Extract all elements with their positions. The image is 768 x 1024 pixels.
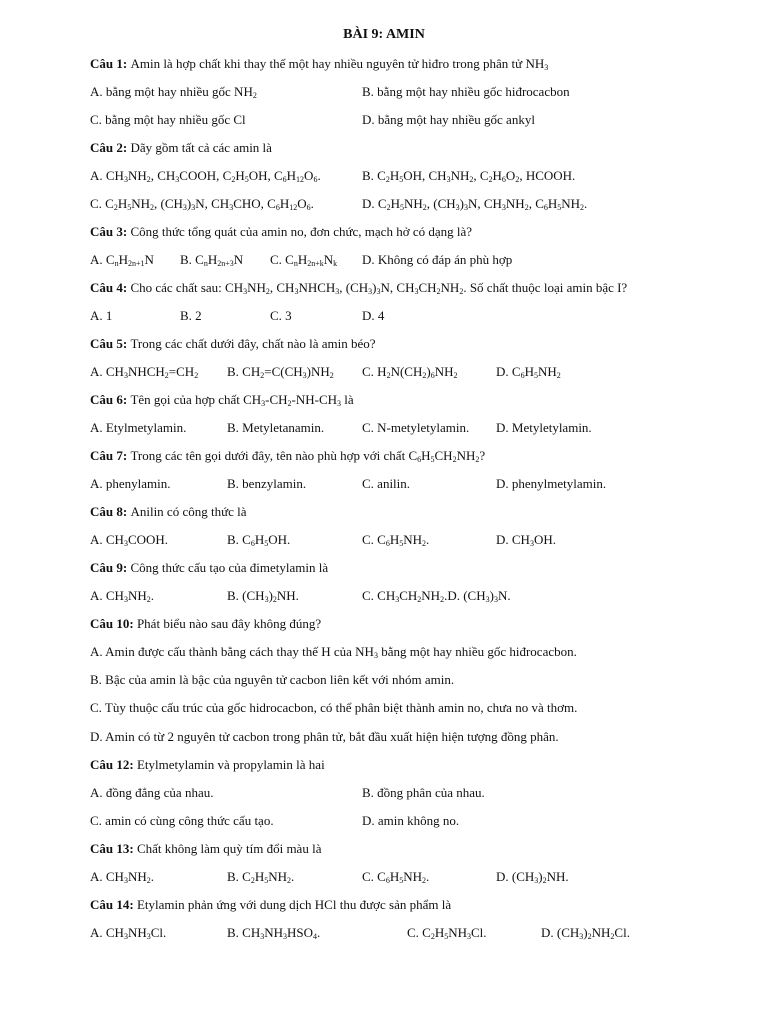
- question-text: Trong các tên gọi dưới đây, tên nào phù hợp với chất $C_6H_5CH_2NH_2$?: [130, 448, 486, 464]
- question-number: Câu 10:: [90, 616, 137, 631]
- answer-option: D. bằng một hay nhiều gốc ankyl: [362, 112, 535, 127]
- answer-option: D. $(CH_3)_2NH$.: [496, 869, 569, 885]
- answer-option: A. 1: [90, 308, 113, 323]
- question-number: Câu 7:: [90, 448, 131, 463]
- question-line: [90, 615, 730, 633]
- answer-option: C. $C_2H_5NH_2$, $(CH_3)_3N$, $CH_3CHO$, $C_6H_{12}O_6$.: [90, 196, 314, 212]
- options-row: [90, 868, 730, 886]
- answer-option: A. $CH_3NH_2$, $CH_3COOH$, $C_2H_5OH$, $C_6H_{12}O_6$.: [90, 168, 321, 184]
- answer-option: B. $(CH_3)_2NH$.: [227, 588, 299, 604]
- question-text: Trong các chất dưới đây, chất nào là amin béo?: [130, 336, 376, 351]
- options-row: [90, 924, 730, 942]
- answer-option: B. 2: [180, 308, 202, 323]
- options-row: [90, 475, 730, 493]
- question-text: Phát biểu nào sau đây không đúng?: [136, 616, 322, 631]
- answer-option: B. benzylamin.: [227, 476, 307, 491]
- answer-option: D. $CH_3OH$.: [496, 532, 556, 548]
- statement-line: A. Amin được cấu thành bằng cách thay thế H của $NH_3$ bằng một hay nhiều gốc hiđrocacbon.: [90, 644, 577, 660]
- answer-option: D. Không có đáp án phù hợp: [362, 252, 513, 267]
- answer-option: B. $C_6H_5OH$.: [227, 532, 291, 548]
- options-row: [90, 83, 730, 101]
- question-line: [90, 447, 730, 465]
- answer-option: C. $C_nH_{2n+k}N_k$: [270, 252, 338, 268]
- answer-option: C. bằng một hay nhiều gốc Cl: [90, 112, 246, 127]
- answer-option: C. N-metyletylamin.: [362, 420, 470, 435]
- answer-option: B. $CH_2=C(CH_3)NH_2$: [227, 364, 334, 380]
- question-line: [90, 840, 730, 858]
- question-text: Chất không làm quỳ tím đổi màu là: [136, 841, 322, 856]
- question-number: Câu 3:: [90, 224, 131, 239]
- options-row: [90, 587, 730, 605]
- answer-option: A. đồng đẳng của nhau.: [90, 785, 214, 800]
- answer-option: A. $CH_3COOH$.: [90, 532, 169, 548]
- question-line: [90, 335, 730, 353]
- question-number: Câu 12:: [90, 757, 137, 772]
- statement-line: D. Amin có từ 2 nguyên tử cacbon trong phân tử, bắt đầu xuất hiện hiện tượng đồng phân.: [90, 729, 559, 744]
- question-number: Câu 8:: [90, 504, 131, 519]
- answer-option: B. $C_nH_{2n+3}N$: [180, 252, 244, 268]
- answer-option: D. 4: [362, 308, 385, 323]
- options-row: [90, 111, 730, 129]
- question-number: Câu 1:: [90, 56, 131, 71]
- question-number: Câu 6:: [90, 392, 131, 407]
- options-row: [90, 812, 730, 830]
- question-text: Cho các chất sau: $CH_3NH_2$, $CH_3NHCH_3$, $(CH_3)_3N$, $CH_3CH_2NH_2$. Số chất thuộc loại amin bậc I?: [130, 280, 628, 296]
- options-row: [90, 419, 730, 437]
- answer-option: D. Metyletylamin.: [496, 420, 592, 435]
- page-title: BÀI 9: AMIN: [343, 27, 425, 42]
- answer-option: C. $C_6H_5NH_2$.: [362, 532, 430, 548]
- statement-line: B. Bậc của amin là bậc của nguyên tử cacbon liên kết với nhóm amin.: [90, 672, 455, 687]
- answer-option: C. $C_2H_5NH_3Cl$.: [407, 925, 487, 941]
- question-line: [90, 55, 730, 73]
- question-line: [90, 139, 730, 157]
- question-line: [90, 391, 730, 409]
- question-number: Câu 9:: [90, 560, 131, 575]
- answer-option: A. phenylamin.: [90, 476, 171, 491]
- answer-option: C. $C_6H_5NH_2$.: [362, 869, 430, 885]
- question-line: [90, 559, 730, 577]
- answer-option: C. amin có cùng công thức cấu tạo.: [90, 813, 274, 828]
- question-line: [90, 756, 730, 774]
- answer-option: A. $CH_3NH_2$.: [90, 588, 154, 604]
- options-row: [90, 195, 730, 213]
- answer-option: A. $CH_3NHCH_2=CH_2$: [90, 364, 199, 380]
- options-row: [90, 531, 730, 549]
- answer-option: C. anilin.: [362, 476, 411, 491]
- question-text: Công thức cấu tạo của đimetylamin là: [130, 560, 329, 575]
- question-number: Câu 2:: [90, 140, 131, 155]
- question-text: Anilin có công thức là: [130, 504, 247, 519]
- question-line: [90, 896, 730, 914]
- answer-option: D. phenylmetylamin.: [496, 476, 607, 491]
- question-text: Dãy gồm tất cả các amin là: [130, 140, 272, 155]
- answer-option: D. amin không no.: [362, 813, 460, 828]
- answer-option: C. 3: [270, 308, 292, 323]
- answer-option: B. bằng một hay nhiều gốc hiđrocacbon: [362, 84, 570, 99]
- question-line: [90, 279, 730, 297]
- question-text: Amin là hợp chất khi thay thế một hay nhiều nguyên tử hiđro trong phân tử $NH_3$: [130, 56, 549, 72]
- question-text: Etylmetylamin và propylamin là hai: [136, 757, 325, 772]
- options-row: [90, 784, 730, 802]
- question-number: Câu 5:: [90, 336, 131, 351]
- answer-option: D. $C_6H_5NH_2$: [496, 364, 561, 380]
- answer-option: D. $C_2H_5NH_2$, $(CH_3)_3N$, $CH_3NH_2$, $C_6H_5NH_2$.: [362, 196, 588, 212]
- answer-option: A. $CH_3NH_3Cl$.: [90, 925, 167, 941]
- answer-option: B. Metyletanamin.: [227, 420, 325, 435]
- answer-option: B. đồng phân của nhau.: [362, 785, 485, 800]
- question-text: Công thức tổng quát của amin no, đơn chức, mạch hở có dạng là?: [130, 224, 473, 239]
- question-number: Câu 13:: [90, 841, 137, 856]
- options-row: [90, 307, 730, 325]
- answer-option: B. $C_2H_5NH_2$.: [227, 869, 295, 885]
- answer-option: C. $H_2N(CH_2)_6NH_2$: [362, 364, 458, 380]
- answer-option: B. $CH_3NH_3HSO_4$.: [227, 925, 321, 941]
- answer-option: A. bằng một hay nhiều gốc $NH_2$: [90, 84, 257, 100]
- answer-option: C. $CH_3CH_2NH_2.D$. $(CH_3)_3N$.: [362, 588, 511, 604]
- answer-option: A. $CH_3NH_2$.: [90, 869, 154, 885]
- options-row: [90, 363, 730, 381]
- options-row: [90, 251, 730, 269]
- question-number: Câu 4:: [90, 280, 131, 295]
- question-text: Etylamin phản ứng với dung dịch HCl thu được sản phẩm là: [136, 897, 452, 912]
- answer-option: A. $C_nH_{2n+1}N$: [90, 252, 154, 268]
- answer-option: D. $(CH_3)_2NH_2Cl$.: [541, 925, 630, 941]
- question-line: [90, 503, 730, 521]
- options-row: [90, 167, 730, 185]
- question-text: Tên gọi của hợp chất $CH_3-CH_2-NH-CH_3$ là: [130, 392, 354, 408]
- answer-option: B. $C_2H_5OH$, $CH_3NH_2$, $C_2H_6O_2$, HCOOH.: [362, 168, 576, 184]
- answer-option: A. Etylmetylamin.: [90, 420, 187, 435]
- question-line: [90, 223, 730, 241]
- statement-line: C. Tùy thuộc cấu trúc của gốc hidrocacbon, có thể phân biệt thành amin no, chưa no và thơm.: [90, 700, 578, 715]
- question-number: Câu 14:: [90, 897, 137, 912]
